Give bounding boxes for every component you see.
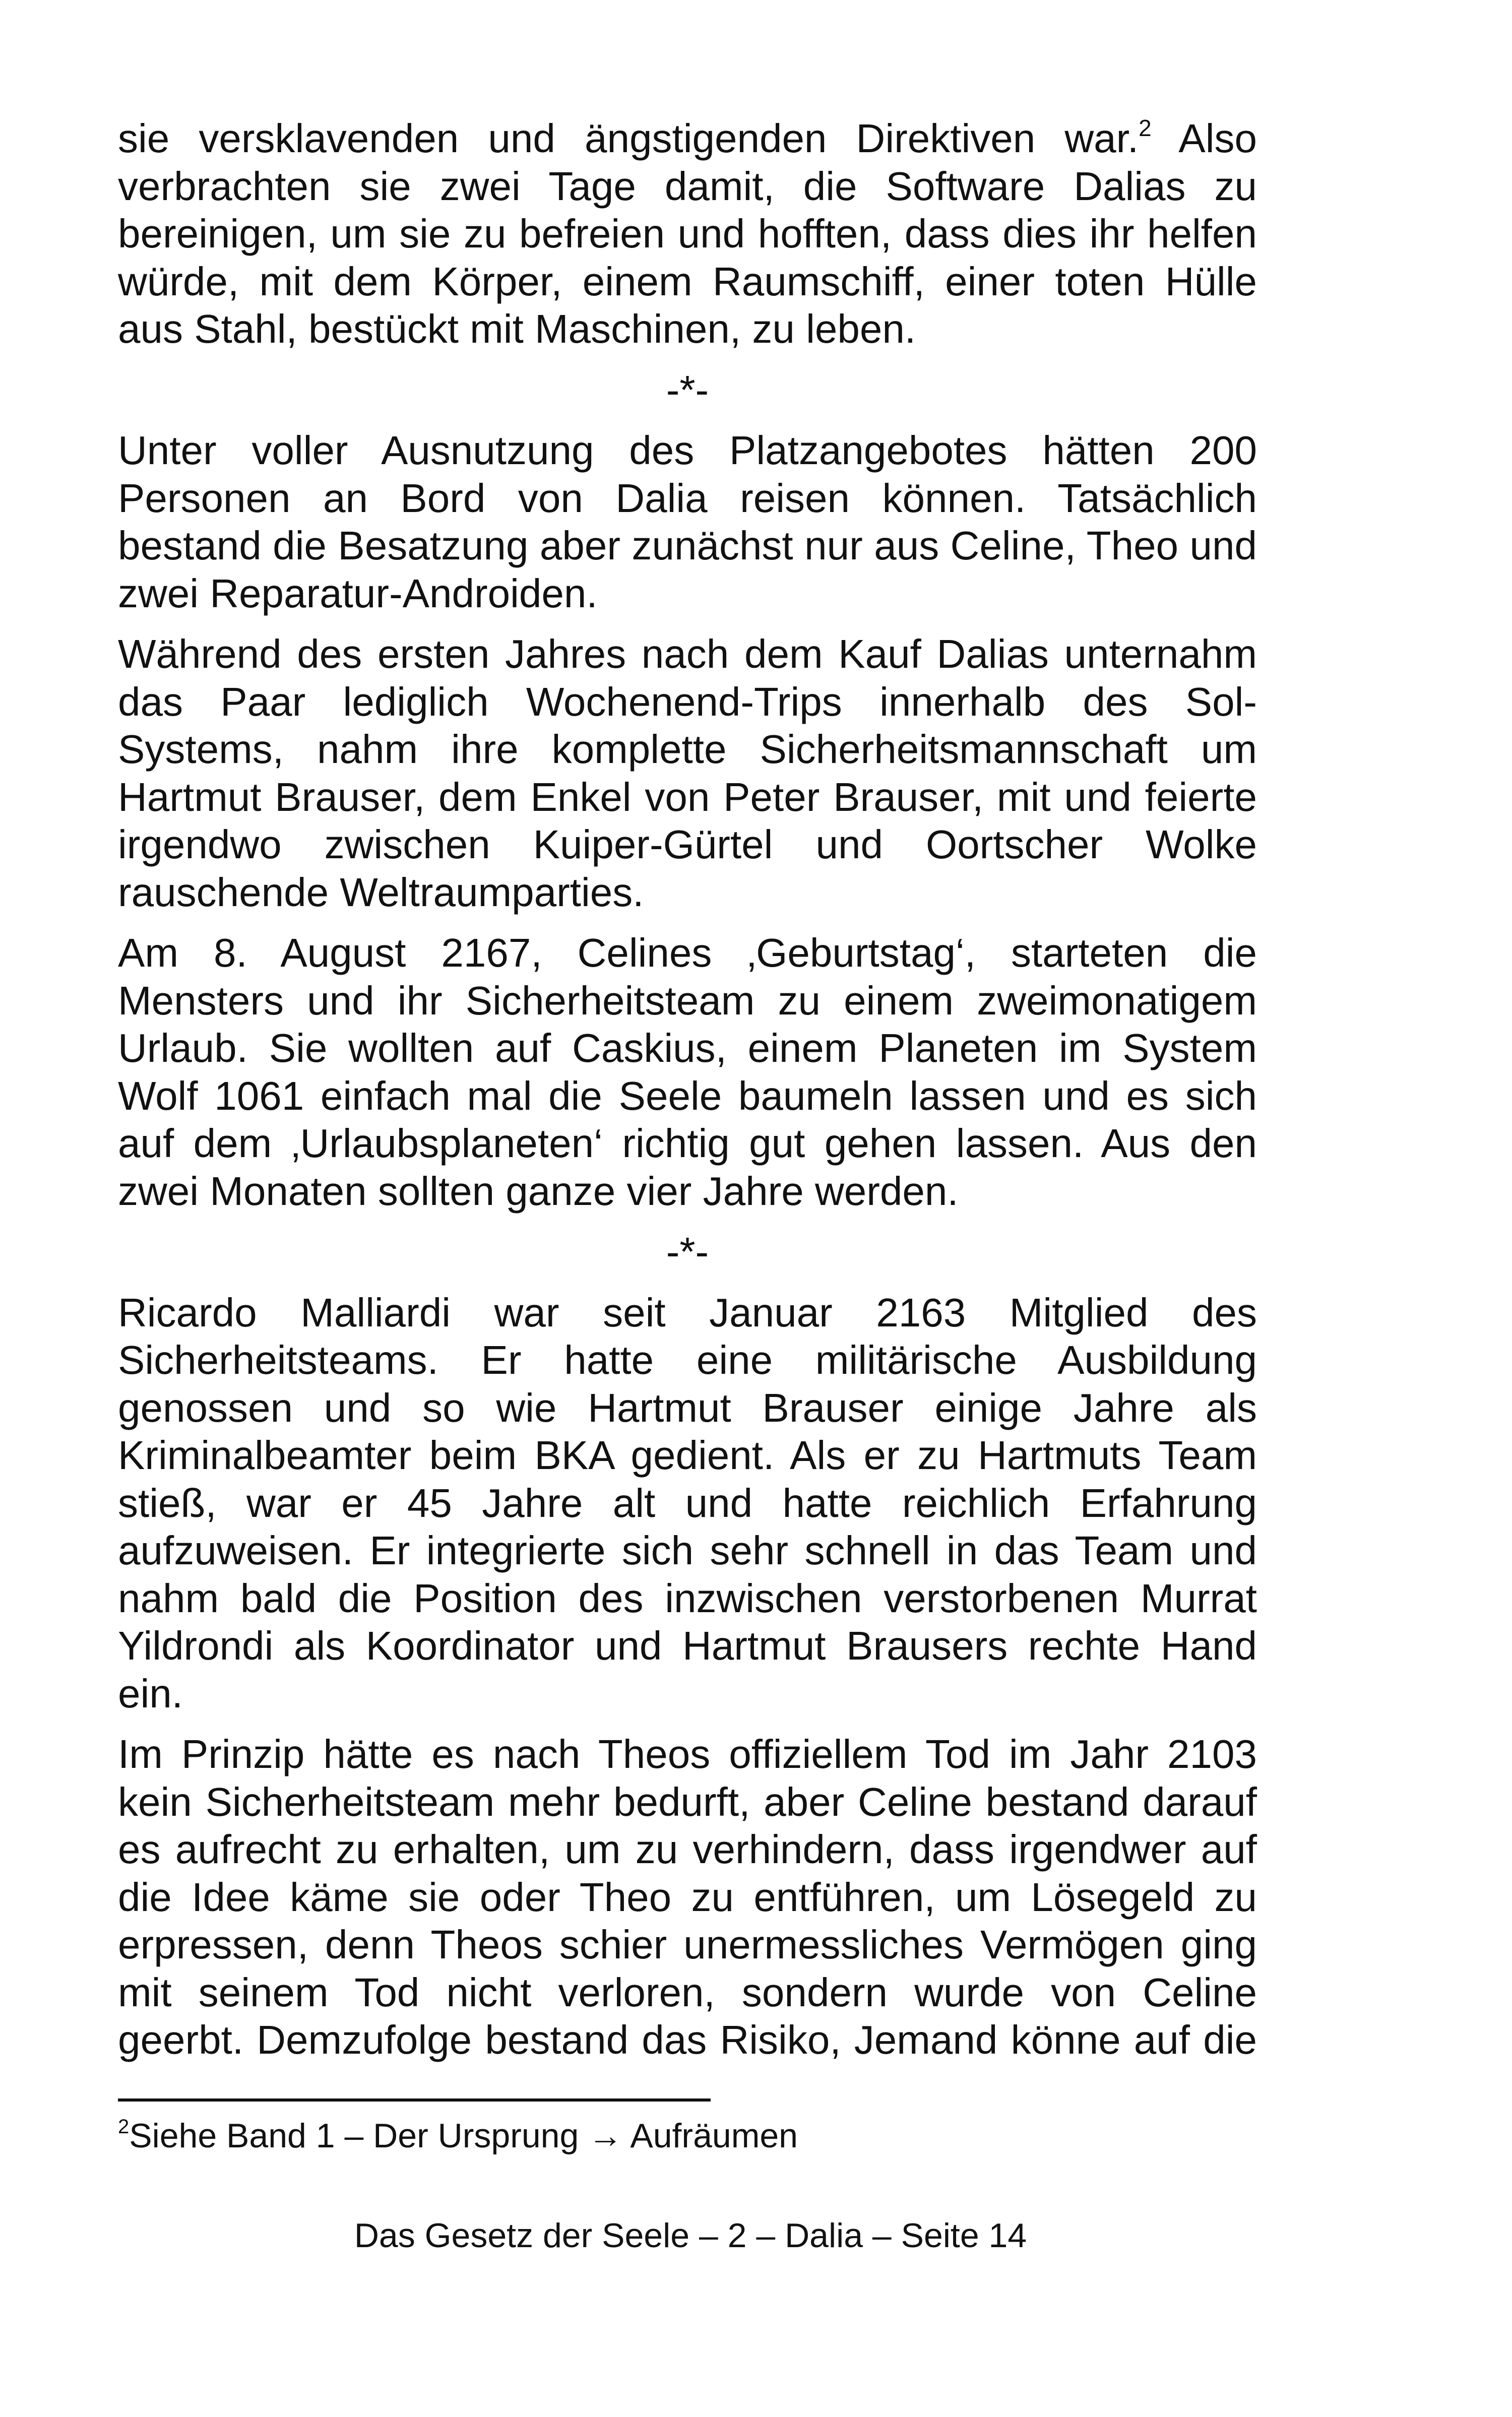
footnote-divider — [118, 2098, 711, 2102]
paragraph-1 — [118, 115, 1257, 353]
paragraph-4: Am 8. August 2167, Celines ‚Geburtstag‘, starteten die Mensters und ihr Sicherheitsteam zu einem zweimonatigem Urlaub. Sie wollten auf Caskius, einem Planeten im System Wolf 1061 einfach mal die Seele baumeln lassen und es sich auf dem ‚Urlaubsplaneten‘ richtig gut gehen lassen. Aus den zwei Monaten sollten ganze vier Jahre werden. — [118, 930, 1257, 1214]
paragraph-1-text: sie versklavenden und ängstigenden Direktiven war. — [118, 116, 1139, 161]
paragraph-6: Im Prinzip hätte es nach Theos offiziellem Tod im Jahr 2103 kein Sicherheitsteam mehr bedurft, aber Celine bestand darauf es aufrecht zu erhalten, um zu verhindern, dass irgendwer auf die Idee käme sie oder Theo zu entführen, um Lösegeld zu erpressen, denn Theos schier unermessliches Vermögen ging mit seinem Tod nicht verloren, sondern wurde von Celine geerbt. Demzufolge bestand das Risiko, Jemand könne auf die — [118, 1732, 1257, 2062]
footnote-number: 2 — [118, 2116, 130, 2138]
paragraph-1-continuation: Also verbrachten sie zwei Tage damit, die Software Dalias zu bereinigen, um sie zu befreien und hofften, dass dies ihr helfen würde, mit dem Körper, einem Raumschiff, einer toten Hülle aus Stahl, bestückt mit Maschinen, zu leben. — [118, 116, 1257, 351]
footnote-text: Siehe Band 1 – Der Ursprung → Aufräumen — [129, 2117, 798, 2155]
paragraph-3: Während des ersten Jahres nach dem Kauf Dalias unternahm das Paar lediglich Wochenend-Trips innerhalb des Sol-Systems, nahm ihre komplette Sicherheitsmannschaft um Hartmut Brauser, dem Enkel von Peter Brauser, mit und feierte irgendwo zwischen Kuiper-Gürtel und Oortscher Wolke rauschende Weltraumparties. — [118, 631, 1257, 915]
footnote-reference[interactable]: 2 — [1139, 115, 1152, 141]
section-separator: -*- — [666, 1229, 709, 1274]
paragraph-2: Unter voller Ausnutzung des Platzangebotes hätten 200 Personen an Bord von Dalia reisen können. Tatsächlich bestand die Besatzung aber zunächst nur aus Celine, Theo und zwei Reparatur-Androiden. — [118, 428, 1257, 616]
section-separator: -*- — [666, 367, 709, 412]
page-footer: Das Gesetz der Seele – 2 – Dalia – Seite 14 — [354, 2216, 1027, 2255]
footnote — [118, 2116, 798, 2156]
paragraph-5: Ricardo Malliardi war seit Januar 2163 Mitglied des Sicherheitsteams. Er hatte eine militärische Ausbildung genossen und so wie Hartmut Brauser einige Jahre als Kriminalbeamter beim BKA gedient. Als er zu Hartmuts Team stieß, war er 45 Jahre alt und hatte reichlich Erfahrung aufzuweisen. Er integrierte sich sehr schnell in das Team und nahm bald die Position des inzwischen verstorbenen Murrat Yildrondi als Koordinator und Hartmut Brausers rechte Hand ein. — [118, 1290, 1257, 1716]
page-body — [118, 115, 1257, 2077]
